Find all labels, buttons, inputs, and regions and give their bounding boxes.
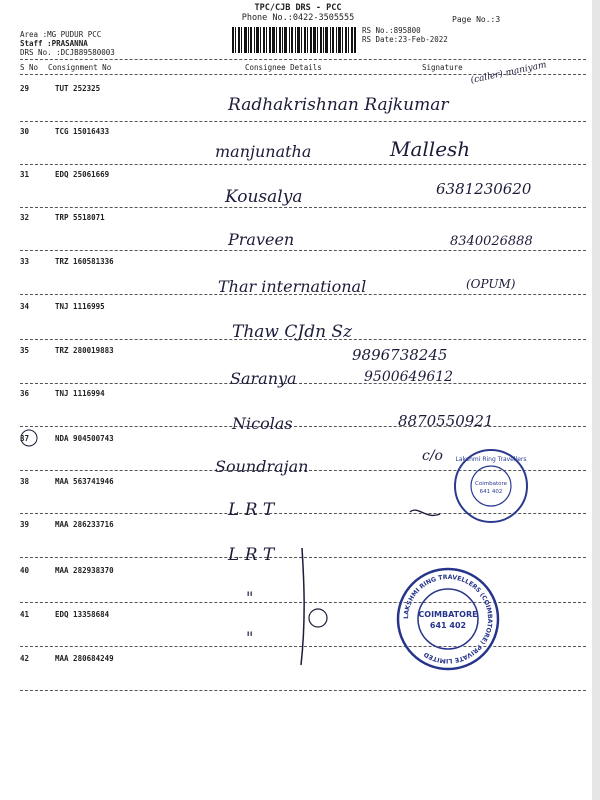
handwritten-name-29: Radhakrishnan Rajkumar [228, 95, 449, 115]
drs-number: DRS No. :DCJB89580003 [20, 48, 115, 57]
row-35-divider [20, 383, 586, 384]
row-32-sno: 32 [20, 213, 30, 222]
row-36-sno: 36 [20, 389, 30, 398]
row-30-sno: 30 [20, 127, 30, 136]
barcode [232, 27, 356, 53]
handwritten-signature-30: Mallesh [390, 137, 471, 161]
row-36-divider [20, 426, 586, 427]
row-32-divider [20, 250, 586, 251]
col-consignment: Consignment No [48, 63, 112, 72]
row-31-consignment: EDQ 25061669 [55, 170, 110, 179]
phone-number: Phone No.:0422-3505555 [241, 13, 355, 23]
sheet-title: TPC/CJB DRS - PCC [254, 3, 342, 13]
handwritten-name-37: Soundrajan [215, 457, 309, 476]
header-left [20, 30, 115, 57]
row-37-sno: 37 [20, 434, 30, 443]
row-29-divider [20, 121, 586, 122]
handwritten-note-29: (caller) maniyam [469, 60, 548, 86]
row-34-consignment: TNJ 1116995 [55, 302, 105, 311]
handwritten-phone-35: 9500649612 [364, 369, 454, 385]
handwritten-phone-32: 8340026888 [450, 234, 533, 249]
row-41-consignment: EDQ 13358684 [55, 610, 110, 619]
stamp1-pin: 641 402 [479, 489, 503, 495]
stamp1-city: Coimbatore [475, 481, 507, 487]
handwritten-name-30: manjunatha [215, 142, 312, 161]
page-number: Page No.:3 [452, 15, 501, 24]
handwritten-name-35: Saranya [230, 369, 297, 388]
row-31-divider [20, 207, 586, 208]
col-signature: Signature [422, 63, 463, 72]
handwritten-note-37: c/o [422, 448, 443, 464]
scan-edge [592, 0, 600, 800]
row-35-sno: 35 [20, 346, 30, 355]
row-32-consignment: TRP 5518071 [55, 213, 105, 222]
row-42-consignment: MAA 280684249 [55, 654, 114, 663]
stamp2-ring-text: LAKSHMI RING TRAVELLERS (COIMBATORE) PRIVATE LIMITED [402, 573, 494, 665]
row-40-consignment: MAA 282938370 [55, 566, 114, 575]
handwritten-phone-35-top: 9896738245 [352, 346, 448, 364]
row-37-consignment: NDA 904500743 [55, 434, 114, 443]
row-29-sno: 29 [20, 84, 30, 93]
handwritten-name-32: Praveen [228, 230, 295, 249]
handwritten-name-39: L R T [228, 545, 275, 565]
handwritten-phone-31: 6381230620 [436, 180, 532, 198]
row-39-sno: 39 [20, 520, 30, 529]
row-30-divider [20, 164, 586, 165]
row-35-consignment: TRZ 280019883 [55, 346, 114, 355]
handwritten-name-38: L R T [228, 500, 275, 520]
handwritten-name-31: Kousalya [225, 187, 303, 207]
header-right [362, 26, 448, 44]
stamp2-city: COIMBATORE [418, 610, 478, 619]
handwritten-ditto-41: " [246, 628, 254, 647]
row-40-sno: 40 [20, 566, 30, 575]
header-center [218, 3, 378, 23]
row-39-divider [20, 557, 586, 558]
company-stamp-large [394, 565, 502, 673]
row-38-consignment: MAA 563741946 [55, 477, 114, 486]
row-31-sno: 31 [20, 170, 30, 179]
row-36-consignment: TNJ 1116994 [55, 389, 105, 398]
row-30-consignment: TCG 15016433 [55, 127, 110, 136]
rs-date: RS Date:23-Feb-2022 [362, 35, 448, 44]
stamp2-pin: 641 402 [429, 621, 467, 630]
company-stamp-small [452, 447, 530, 525]
stamp1-ring-text: Lakshmi Ring Travellers [455, 456, 527, 463]
col-consignee: Consignee Details [245, 63, 322, 72]
rs-number: RS No.:895800 [362, 26, 421, 35]
handwritten-ditto-40: " [246, 588, 254, 607]
header-divider [20, 59, 586, 60]
row-42-divider [20, 690, 586, 691]
row-41-sno: 41 [20, 610, 30, 619]
handwritten-name-33: Thar international [218, 277, 367, 296]
row-38-sno: 38 [20, 477, 30, 486]
row-33-consignment: TRZ 160581336 [55, 257, 114, 266]
row-33-sno: 33 [20, 257, 30, 266]
row-34-sno: 34 [20, 302, 30, 311]
handwritten-phone-36: 8870550921 [398, 412, 494, 430]
handwritten-name-36: Nicolas [232, 414, 293, 433]
row-39-consignment: MAA 286233716 [55, 520, 114, 529]
area-label: Area :MG PUDUR PCC [20, 30, 102, 39]
staff-label: Staff :PRASANNA [20, 39, 88, 48]
handwritten-note-33: (OPUM) [466, 277, 516, 291]
col-sno: S No [20, 63, 39, 72]
handwritten-name-34: Thaw CJdn Sz [232, 322, 353, 342]
row-29-consignment: TUT 252325 [55, 84, 101, 93]
row-42-sno: 42 [20, 654, 30, 663]
